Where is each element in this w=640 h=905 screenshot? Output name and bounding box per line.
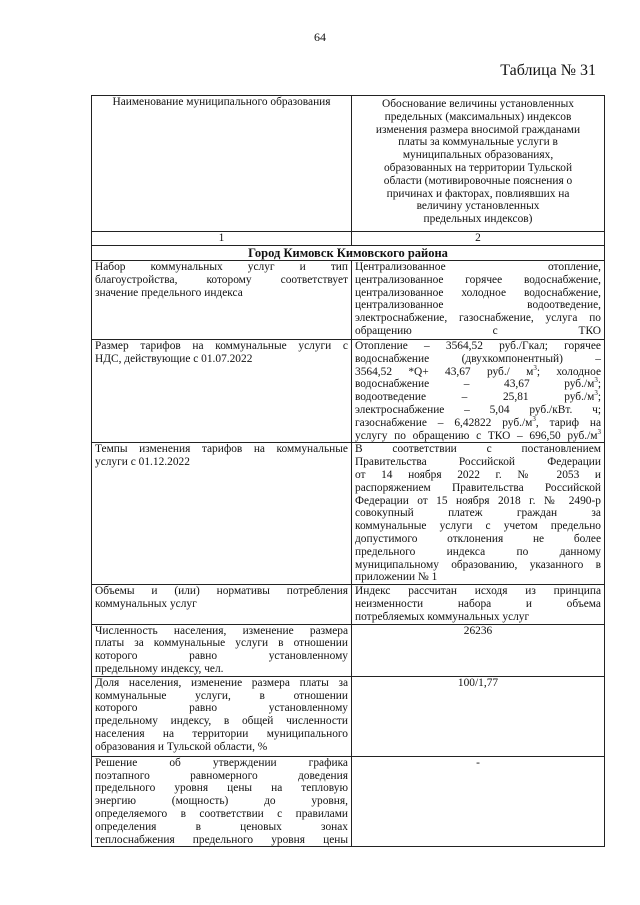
row-label-line: Темпы изменения тарифов на коммунальные — [95, 443, 348, 456]
row-value-line: услугу по обращению с ТКО – 696,50 $руб./м^3$ — [355, 427, 601, 442]
header-line: области (мотивировочные пояснения о — [383, 174, 573, 187]
row-label-line: Объемы и (или) нормативы потребления — [95, 585, 348, 598]
row-label-line: предельному индексу, в общей численности — [95, 715, 348, 728]
row-label-line: населения на территории муниципального — [95, 727, 348, 740]
row-label-line: определяемого в соответствии с правилами — [95, 807, 348, 820]
row-label — [92, 756, 352, 847]
table-row — [92, 756, 605, 847]
row-value — [352, 340, 605, 443]
row-value-line: Централизованное отопление, — [355, 261, 601, 273]
column-number-1: 1 — [92, 232, 352, 246]
row-value-line: коммунальные услуги с учетом предельно — [355, 520, 601, 533]
table-row — [92, 624, 605, 676]
column-number-row — [92, 232, 605, 246]
tariff-justification-table — [91, 95, 605, 847]
row-label-line: коммунальные услуги, в отношении — [95, 689, 348, 702]
row-value-line: муниципальному образованию, указанного в — [355, 558, 601, 571]
row-value — [352, 261, 605, 340]
row-value-line: потребляемых коммунальных услуг — [355, 610, 530, 623]
row-label-line: Набор коммунальных услуг и тип — [95, 261, 348, 273]
header-line: предельных индексов) — [423, 213, 533, 226]
row-label-line: услуги с 01.12.2022 — [95, 456, 190, 469]
header-line: Обоснование величины установленных — [381, 98, 575, 110]
row-label-line: Размер тарифов на коммунальные услуги с — [95, 340, 348, 352]
row-value: - — [352, 756, 605, 847]
row-label-line: платы за коммунальные услуги в отношении — [95, 637, 348, 650]
header-line: причинах и факторах, повлиявших на — [386, 187, 570, 200]
page-number: 64 — [314, 30, 326, 44]
row-label-line: благоустройства, которому соответствует — [95, 273, 348, 286]
row-value-line: водоснабжение – 43,67 $руб./м^3$; — [355, 376, 601, 391]
row-value-line: обращению с ТКО — [355, 324, 601, 337]
header-line: образованных на территории Тульской — [383, 161, 573, 174]
row-label — [92, 340, 352, 443]
row-value-line: централизованное горячее водоснабжение, — [355, 273, 601, 286]
row-value-line: неизменности набора и объема — [355, 597, 601, 610]
row-label-line: предельному индексу, чел. — [95, 662, 224, 675]
row-value-line: распоряжением Правительства Российской — [355, 481, 601, 494]
section-title: Город Кимовск Кимовского района — [92, 246, 605, 261]
table-row — [92, 676, 605, 756]
table-row — [92, 585, 605, 624]
row-label-line: теплоснабжения предельного уровня цены — [95, 833, 348, 846]
header-line: платы за коммунальные услуги в — [398, 136, 558, 149]
section-row — [92, 246, 605, 261]
row-value-line: централизованное водоотведение, — [355, 299, 601, 312]
row-value-line: электроснабжение, газоснабжение, услуга по — [355, 312, 601, 325]
row-value-line: Федерации от 15 ноября 2018 г. № 2490-р — [355, 494, 601, 507]
row-label-line: поэтапного равномерного доведения — [95, 769, 348, 782]
row-label-line: значение предельного индекса — [95, 286, 243, 299]
row-label-line: Доля населения, изменение размера платы за — [95, 676, 348, 689]
table-header-row — [92, 96, 605, 232]
table-row — [92, 443, 605, 585]
row-value — [352, 443, 605, 585]
row-label-line: образования и Тульской области, % — [95, 740, 268, 753]
row-value: 26236 — [352, 624, 605, 676]
row-value-line: Отопление – 3564,52 руб./Гкал; горячее — [355, 340, 601, 352]
table-row — [92, 261, 605, 340]
row-value-line: В соответствии с постановлением — [355, 443, 601, 456]
row-value-line: Правительства Российской Федерации — [355, 456, 601, 469]
row-label-line: Численность населения, изменение размера — [95, 624, 348, 637]
row-label-line: которого равно установленному — [95, 650, 348, 663]
header-line: величину установленных — [416, 200, 540, 213]
row-label-line: энергию (мощность) до уровня, — [95, 795, 348, 808]
row-value-line: централизованное холодное водоснабжение, — [355, 286, 601, 299]
row-value-line: приложении № 1 — [355, 571, 438, 584]
row-label-line: НДС, действующие с 01.07.2022 — [95, 352, 253, 365]
row-label — [92, 443, 352, 585]
row-label-line: предельного уровня цены на тепловую — [95, 782, 348, 795]
row-value-line: допустимого отклонения не более — [355, 532, 601, 545]
row-value-line: совокупный платеж граждан за — [355, 507, 601, 520]
row-value-line: от 14 ноября 2022 г. № 2053 и — [355, 468, 601, 481]
row-value: 100/1,77 — [352, 676, 605, 756]
header-line: предельных (максимальных) индексов — [384, 110, 572, 123]
table-caption: Таблица № 31 — [500, 62, 596, 79]
row-value-line: водоснабжение (двухкомпонентный) – — [355, 352, 601, 365]
row-label-line: которого равно установленному — [95, 702, 348, 715]
column-number-2: 2 — [352, 232, 605, 246]
header-justification — [352, 96, 605, 232]
row-value-line: 3564,52 *Q+ 43,67 руб./ $м^3$; холодное — [355, 363, 601, 378]
table-row — [92, 340, 605, 443]
header-line: муниципальных образованиях, — [402, 149, 554, 162]
row-value-line: электроснабжение – 5,04 руб./кВт. ч; — [355, 403, 601, 416]
row-value-line: Индекс рассчитан исходя из принципа — [355, 585, 601, 598]
row-label — [92, 261, 352, 340]
row-value-line: предельного индекса по данному — [355, 545, 601, 558]
header-municipality: Наименование муниципального образования — [92, 96, 352, 232]
row-label — [92, 624, 352, 676]
header-line: изменения размера вносимой гражданами — [375, 123, 581, 136]
row-value-line: водоотведение – 25,81 $руб./м^3$; — [355, 389, 601, 404]
row-label-line: Решение об утверждении графика — [95, 756, 348, 769]
row-label-line: коммунальных услуг — [95, 597, 197, 610]
row-label — [92, 585, 352, 624]
row-label — [92, 676, 352, 756]
row-value-line: газоснабжение – 6,42822 $руб./м^3$, тариф на — [355, 414, 601, 429]
row-label-line: определения в ценовых зонах — [95, 820, 348, 833]
row-value — [352, 585, 605, 624]
